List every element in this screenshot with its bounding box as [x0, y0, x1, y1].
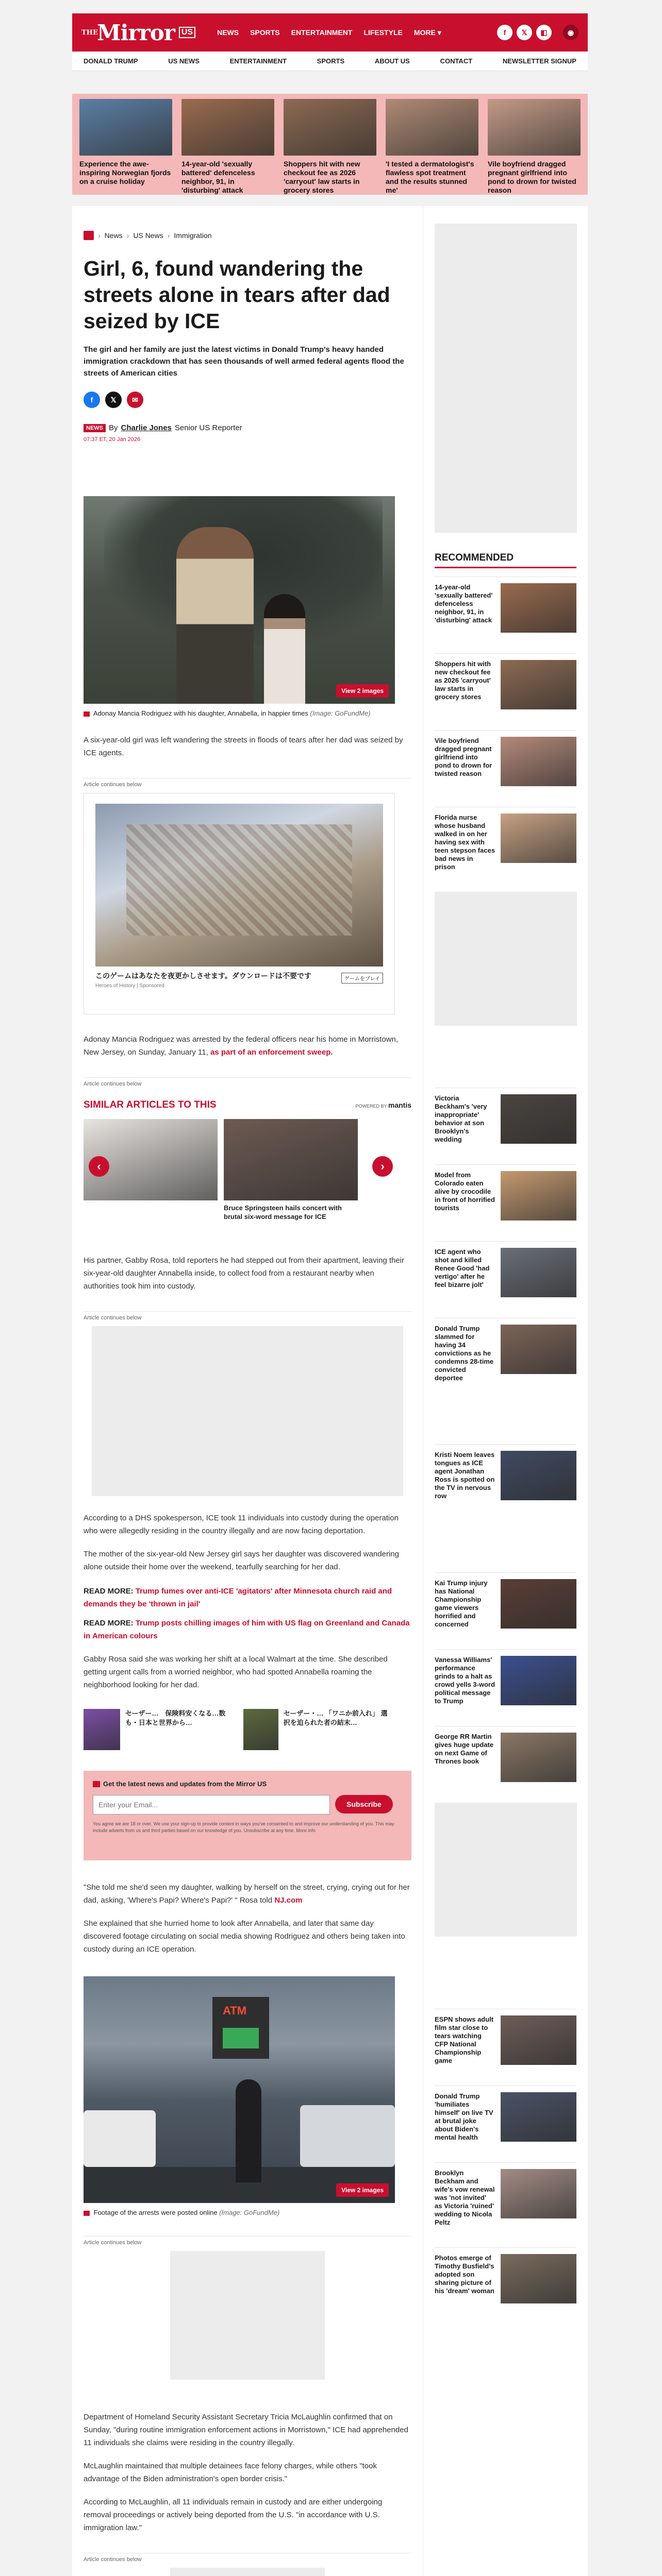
- x-icon[interactable]: 𝕏: [517, 25, 532, 40]
- camera-icon: [84, 2211, 90, 2216]
- read-more: [84, 1585, 411, 1611]
- hero-credit: (Image: GoFundMe): [310, 709, 371, 717]
- subnav-about-us[interactable]: ABOUT US: [374, 57, 410, 65]
- sponsored-link[interactable]: [243, 1709, 393, 1750]
- subnav-donald-trump[interactable]: DONALD TRUMP: [84, 57, 138, 65]
- read-more-link[interactable]: Trump posts chilling images of him with US flag on Greenland and Canada in American colours: [84, 1619, 410, 1640]
- image-car-shape: [84, 2110, 156, 2167]
- hero-man-shape: [176, 527, 254, 704]
- paragraph: According to McLaughlin, all 11 individuals remain in custody and are either undergoing removal proceedings or actively being deported from the U.S. "in accordance with U.S. immigration law.": [84, 2498, 383, 2532]
- game-ad-image: [95, 804, 383, 967]
- recommended-item-image: [501, 660, 576, 709]
- recommended-item[interactable]: [435, 1726, 576, 1782]
- enforcement-sweep-link[interactable]: as part of an enforcement sweep.: [210, 1048, 333, 1057]
- recommended-item[interactable]: [435, 577, 576, 633]
- social-links: [497, 25, 578, 40]
- recommended-item-image: [501, 583, 576, 633]
- author-role: Senior US Reporter: [174, 423, 242, 432]
- view-images-button[interactable]: View 2 images: [336, 2183, 389, 2197]
- sidebar-ad[interactable]: [435, 892, 577, 1026]
- recommended-item[interactable]: [435, 1572, 576, 1629]
- recommended-item-image: [501, 2254, 576, 2303]
- recommended-list: [435, 577, 576, 2303]
- ad-label: Article continues below: [84, 1311, 411, 1321]
- similar-card-image: [224, 1119, 358, 1200]
- ad-slot[interactable]: [170, 2251, 325, 2380]
- recommended-item[interactable]: [435, 2086, 576, 2142]
- game-ad-play-button[interactable]: ゲームをプレイ: [341, 973, 383, 984]
- trending-item[interactable]: [284, 99, 376, 194]
- subnav-contact[interactable]: CONTACT: [440, 57, 473, 65]
- recommended-item[interactable]: [435, 730, 576, 786]
- article-headline: Girl, 6, found wandering the streets alone in tears after dad seized by ICE: [84, 257, 390, 333]
- paragraph: [84, 1033, 411, 1059]
- trending-thumbnail: [181, 99, 274, 156]
- recommended-item-title: Kai Trump injury has National Championship game viewers horrified and concerned: [435, 1579, 488, 1628]
- similar-articles-title: SIMILAR ARTICLES TO THIS: [84, 1099, 217, 1110]
- read-more-label: READ MORE:: [84, 1587, 134, 1596]
- recommended-item-image: [501, 1094, 576, 1144]
- recommended-item-title: Florida nurse whose husband walked in on her having sex with teen stepson faces bad news in prison: [435, 814, 495, 871]
- recommended-item-image: [501, 737, 576, 786]
- recommended-item-image: [501, 2092, 576, 2142]
- breadcrumb: [84, 231, 411, 240]
- subnav-us-news[interactable]: US NEWS: [168, 57, 200, 65]
- hero-caption-text: Adonay Mancia Rodriguez with his daughter, Annabella, in happier times: [93, 709, 308, 717]
- ad-label: Article continues below: [84, 2553, 411, 2563]
- paragraph-text: "She told me she'd seen my daughter, walking by herself on the street, crying, crying out for her dad, asking, 'Where's Papi? Where's Papi?' " Rosa told: [84, 1883, 410, 1905]
- recommended-item[interactable]: [435, 1318, 576, 1382]
- news-tag: NEWS: [84, 424, 106, 432]
- carousel-next-arrow-icon[interactable]: ›: [372, 1156, 393, 1177]
- recommended-item-title: Donald Trump 'humiliates himself' on live TV at brutal joke about Biden's mental health: [435, 2092, 493, 2141]
- recommended-item-title: Victoria Beckham's 'very inappropriate' behavior at son Brooklyn's wedding: [435, 1094, 487, 1143]
- publish-timestamp: 07:37 ET, 20 Jan 2026: [84, 436, 141, 443]
- nav-more[interactable]: MORE ▾: [413, 28, 441, 37]
- trending-thumbnail: [79, 99, 172, 156]
- recommended-item-image: [501, 2015, 576, 2065]
- nav-news[interactable]: NEWS: [217, 28, 239, 37]
- trending-title: Shoppers hit with new checkout fee as 2026 'carryout' law starts in grocery stores: [284, 160, 360, 194]
- trending-thumbnail: [386, 99, 478, 156]
- recommended-item-title: 14-year-old 'sexually battered' defenceless neighbor, 91, in 'disturbing' attack: [435, 583, 493, 624]
- recommended-item-image: [501, 1451, 576, 1500]
- similar-card[interactable]: [224, 1119, 358, 1221]
- paragraph: Department of Homeland Security Assistant Secretary Tricia McLaughlin confirmed that on Sunday, "during routine immigration enforcement actions in Morristown," ICE had apprehended 11 individuals she claims were residing in the country illegally.: [84, 2413, 408, 2447]
- article-standfirst: The girl and her family are just the latest victims in Donald Trump's heavy handed immigration crackdown that has seen thousands of well armed federal agents flood the streets of American cities: [84, 345, 404, 378]
- sponsored-game-ad[interactable]: [84, 793, 395, 1014]
- breadcrumb-news[interactable]: News: [104, 231, 123, 240]
- breadcrumb-separator: ›: [98, 231, 101, 240]
- byline-by: By: [109, 423, 118, 432]
- ad-label: Article continues below: [84, 1077, 411, 1087]
- recommended-item[interactable]: [435, 1649, 576, 1705]
- logo-mirror: Mirror: [97, 20, 175, 45]
- recommended-item-title: George RR Martin gives huge update on next Game of Thrones book: [435, 1733, 494, 1765]
- recommended-item-title: ESPN shows adult film star close to tears watching CFP National Championship game: [435, 2015, 494, 2064]
- ad-slot[interactable]: [92, 1326, 403, 1496]
- recommended-item[interactable]: [435, 2247, 576, 2303]
- recommended-item-title: ICE agent who shot and killed Renee Good 'had vertigo' after he feel bizarre jolt': [435, 1248, 490, 1289]
- image-car-shape: [300, 2105, 395, 2167]
- mail-icon: [93, 1781, 100, 1787]
- breadcrumb-separator: ›: [126, 231, 129, 240]
- article-column: [72, 206, 423, 2576]
- powered-by-label: POWERED BY: [355, 1104, 387, 1109]
- trending-thumbnail: [488, 99, 581, 156]
- newsletter-email-input[interactable]: [93, 1795, 330, 1815]
- image-sign-shape: [212, 1997, 269, 2059]
- author-link[interactable]: Charlie Jones: [121, 423, 172, 432]
- trending-item[interactable]: [488, 99, 581, 194]
- paragraph: The mother of the six-year-old New Jersey girl says her daughter was discovered wandering alone outside their home over the weekend, tearfully searching for her dad.: [84, 1550, 399, 1571]
- recommended-title: RECOMMENDED: [435, 552, 576, 568]
- paragraph: According to a DHS spokesperson, ICE took 11 individuals into custody during the operation who were allegedly residing in the country illegally and are now facing deportation.: [84, 1514, 399, 1535]
- home-icon[interactable]: [84, 231, 94, 240]
- sidebar: [423, 206, 588, 2576]
- recommended-item[interactable]: [435, 2162, 576, 2227]
- recommended-item-image: [501, 1325, 576, 1374]
- subnav-entertainment[interactable]: ENTERTAINMENT: [229, 57, 287, 65]
- trending-title: 14-year-old 'sexually battered' defenceless neighbor, 91, in 'disturbing' attack: [181, 160, 255, 194]
- recommended-item-image: [501, 1733, 576, 1782]
- nav-entertainment[interactable]: ENTERTAINMENT: [291, 28, 353, 37]
- mantis-logo: mantis: [388, 1101, 411, 1109]
- flipboard-icon[interactable]: ◧: [536, 25, 552, 40]
- sponsored-links: [84, 1709, 411, 1750]
- sidebar-ad[interactable]: [435, 1803, 577, 1937]
- share-facebook-icon[interactable]: f: [84, 392, 100, 408]
- recommended-item-image: [501, 1248, 576, 1297]
- carousel-prev-arrow-icon[interactable]: ‹: [89, 1156, 109, 1177]
- trending-title: 'I tested a dermatologist's flawless spot treatment and the results stunned me': [386, 160, 474, 194]
- sponsored-link-image: [84, 1709, 120, 1750]
- recommended-item-title: Model from Colorado eaten alive by crocodile in front of horrified tourists: [435, 1171, 495, 1212]
- recommended-item-image: [501, 1656, 576, 1705]
- site-logo[interactable]: [81, 20, 195, 45]
- nav-sports[interactable]: SPORTS: [250, 28, 280, 37]
- paragraph: [84, 1881, 411, 1907]
- read-more-label: READ MORE:: [84, 1619, 134, 1628]
- logo-the: THE: [81, 28, 98, 37]
- sponsored-link-image: [243, 1709, 278, 1750]
- paragraph: She explained that she hurried home to look after Annabella, and later that same day discovered footage circulating on social media showing Rodriguez and others being taken into custody during an ICE operation.: [84, 1919, 405, 1954]
- camera-icon: [84, 711, 90, 717]
- paragraph-text: Adonay Mancia Rodriguez was arrested by the federal officers near his home in Morristown, New Jersey, on Sunday, January 11,: [84, 1035, 399, 1057]
- trending-item[interactable]: [181, 99, 274, 194]
- paragraph: Gabby Rosa said she was working her shift at a local Walmart at the time. She described getting urgent calls from a worried neighbor, who had spotted Annabella roaming the neighborhood looking for her dad.: [84, 1655, 388, 1689]
- subnav-newsletter-signup[interactable]: NEWSLETTER SIGNUP: [502, 57, 576, 65]
- image-credit: (Image: GoFundMe): [219, 2209, 280, 2216]
- game-ad-source: Heroes of History | Sponsored: [95, 983, 164, 989]
- breadcrumb-us-news[interactable]: US News: [133, 231, 163, 240]
- nj-com-link[interactable]: NJ.com: [274, 1896, 303, 1905]
- read-more: [84, 1617, 411, 1642]
- main-nav: [217, 28, 441, 37]
- share-buttons: [84, 392, 411, 408]
- subnav-sports[interactable]: SPORTS: [317, 57, 345, 65]
- image-caption: [84, 2208, 411, 2217]
- nav-lifestyle[interactable]: LIFESTYLE: [363, 28, 403, 37]
- trending-title: Experience the awe-inspiring Norwegian fjords on a cruise holiday: [79, 160, 171, 185]
- recommended-item-title: Photos emerge of Timothy Busfield's adopted son sharing picture of his 'dream' woman: [435, 2254, 494, 2295]
- newsletter-title-text: Get the latest news and updates from the Mirror US: [103, 1780, 267, 1788]
- trending-thumbnail: [284, 99, 376, 156]
- trending-item[interactable]: [386, 99, 478, 194]
- share-comments-icon[interactable]: ✉: [127, 392, 143, 408]
- recommended-item-image: [501, 1171, 576, 1221]
- recommended-item-title: Shoppers hit with new checkout fee as 2026 'carryout' law starts in grocery stores: [435, 660, 491, 701]
- sponsored-link[interactable]: [84, 1709, 233, 1750]
- image-person-shape: [236, 2079, 261, 2182]
- breadcrumb-separator: ›: [167, 231, 170, 240]
- logo-us: US: [179, 27, 195, 38]
- recommended-item[interactable]: [435, 1241, 576, 1297]
- recommended-item-title: Brooklyn Beckham and wife's vow renewal was 'not invited' as Victoria 'ruined' wedding to Nicola Peltz: [435, 2169, 495, 2226]
- account-icon[interactable]: ◉: [563, 25, 578, 40]
- recommended-item-title: Vanessa Williams' performance grinds to a halt as crowd yells 3-word political message to Trump: [435, 1656, 495, 1705]
- trending-title: Vile boyfriend dragged pregnant girlfriend into pond to drown for twisted reason: [488, 160, 576, 194]
- newsletter-signup: [84, 1771, 411, 1860]
- read-more-link[interactable]: Trump fumes over anti-ICE 'agitators' after Minnesota church raid and demands they be 'thrown in jail': [84, 1587, 392, 1608]
- image-caption-text: Footage of the arrests were posted online: [93, 2209, 218, 2216]
- similar-articles: [84, 1099, 411, 1239]
- paragraph: His partner, Gabby Rosa, told reporters he had stepped out from their apartment, leaving their six-year-old daughter Annabella inside, to collect food from a restaurant nearby when authorities took him into custody.: [84, 1256, 405, 1291]
- game-ad-text: このゲームはあなたを夜更かしさせます。ダウンロードは不要です: [95, 972, 311, 980]
- recommended-item[interactable]: [435, 1444, 576, 1500]
- paragraph: A six-year-old girl was left wandering the streets in floods of tears after her dad was seized by ICE agents.: [84, 736, 403, 757]
- paragraph: McLaughlin maintained that multiple detainees face felony charges, while others "took advantage of the Biden administration's open border crisis.": [84, 2462, 377, 2483]
- sidebar-ad[interactable]: [435, 224, 577, 533]
- hero-caption: [84, 709, 411, 718]
- share-x-icon[interactable]: 𝕏: [105, 392, 122, 408]
- site-header: [72, 13, 588, 52]
- hero-image[interactable]: [84, 496, 395, 704]
- newsletter-legal-text: You agree we are 18 or over. We use your sign-up to provide content in ways you've consented to and improve our understanding of you. This may include adverts from us and third parties based on our knowledge of you. Unsubscribe at any time. More info: [93, 1821, 394, 1833]
- trending-strip: [72, 94, 588, 195]
- ad-label: Article continues below: [84, 778, 411, 788]
- sub-nav: [72, 52, 588, 71]
- recommended-item-image: [501, 2169, 576, 2218]
- recommended-item[interactable]: [435, 2009, 576, 2065]
- recommended-item[interactable]: [435, 1164, 576, 1221]
- newsletter-title: [93, 1780, 402, 1788]
- ad-label: Article continues below: [84, 2236, 411, 2246]
- similar-card-title: Bruce Springsteen hails concert with brutal six-word message for ICE: [224, 1204, 342, 1221]
- breadcrumb-immigration[interactable]: Immigration: [174, 231, 212, 240]
- facebook-icon[interactable]: f: [497, 25, 512, 40]
- recommended-item-title: Kristi Noem leaves tongues as ICE agent Jonathan Ross is spotted on the TV in nervous row: [435, 1451, 495, 1500]
- recommended-item[interactable]: [435, 807, 576, 871]
- recommended-item-image: [501, 814, 576, 863]
- ad-slot[interactable]: [170, 2568, 325, 2576]
- recommended-item-image: [501, 1579, 576, 1629]
- byline: [84, 423, 411, 432]
- trending-item[interactable]: [79, 99, 172, 189]
- hero-girl-shape: [264, 594, 305, 704]
- powered-by: [356, 1101, 412, 1109]
- subscribe-button[interactable]: Subscribe: [335, 1795, 393, 1814]
- recommended-item[interactable]: [435, 653, 576, 709]
- recommended-item-title: Vile boyfriend dragged pregnant girlfriend into pond to drown for twisted reason: [435, 737, 492, 777]
- view-images-button[interactable]: View 2 images: [336, 684, 389, 698]
- sponsored-link-title: セーザー… 保険料安くなる…数も・日本と世界から…: [125, 1709, 226, 1726]
- recommended-item[interactable]: [435, 1088, 576, 1144]
- sponsored-link-title: セーザー・… 「ワニか前入れ」 選択を迫られた者の結末…: [283, 1709, 388, 1726]
- recommended-item-title: Donald Trump slammed for having 34 convictions as he condemns 28-time convicted deportee: [435, 1325, 494, 1382]
- arrest-footage-image[interactable]: [84, 1976, 395, 2203]
